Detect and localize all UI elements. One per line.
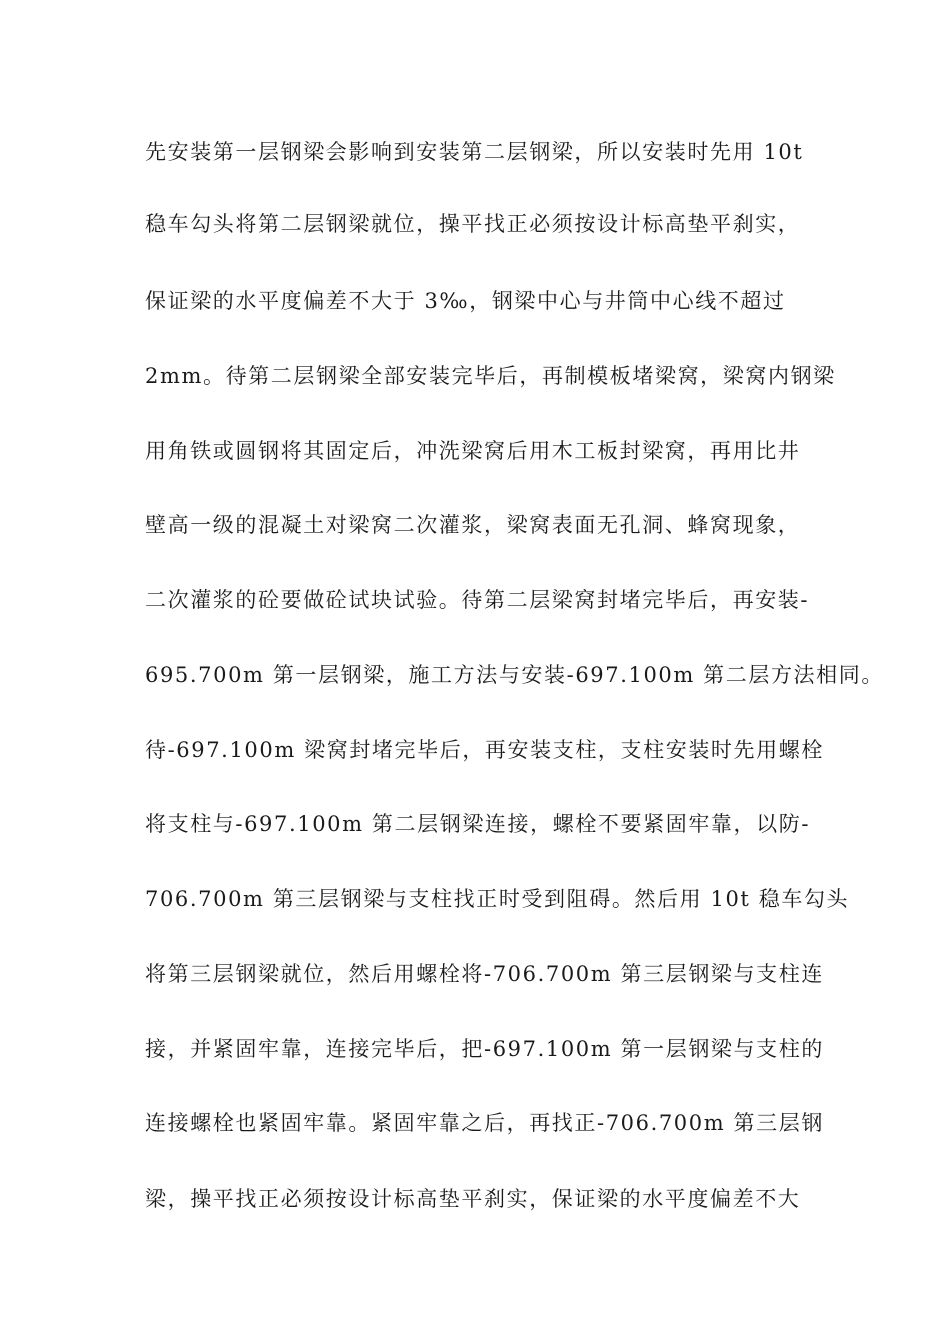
text-line-8: 695.700m 第一层钢梁，施工方法与安装-697.100m 第二层方法相同。 — [145, 663, 884, 687]
text-line-5: 用角铁或圆钢将其固定后，冲洗梁窝后用木工板封梁窝，再用比井 — [145, 439, 801, 463]
text-line-6: 壁高一级的混凝土对梁窝二次灌浆，梁窝表面无孔洞、蜂窝现象， — [145, 513, 801, 537]
text-line-10: 将支柱与-697.100m 第二层钢梁连接，螺栓不要紧固牢靠，以防- — [145, 812, 811, 836]
text-line-7: 二次灌浆的砼要做砼试块试验。待第二层梁窝封堵完毕后，再安装- — [145, 588, 810, 612]
text-line-15: 梁，操平找正必须按设计标高垫平刹实，保证梁的水平度偏差不大 — [145, 1187, 801, 1211]
text-line-3: 保证梁的水平度偏差不大于 3‰，钢梁中心与井筒中心线不超过 — [145, 289, 786, 313]
text-line-11: 706.700m 第三层钢梁与支柱找正时受到阻碍。然后用 10t 稳车勾头 — [145, 887, 850, 911]
text-line-1: 先安装第一层钢梁会影响到安装第二层钢梁，所以安装时先用 10t — [145, 140, 804, 164]
text-line-12: 将第三层钢梁就位，然后用螺栓将-706.700m 第三层钢梁与支柱连 — [145, 962, 824, 986]
text-line-9: 待-697.100m 梁窝封堵完毕后，再安装支柱，支柱安装时先用螺栓 — [145, 738, 824, 762]
text-line-13: 接，并紧固牢靠，连接完毕后，把-697.100m 第一层钢梁与支柱的 — [145, 1037, 824, 1061]
text-line-2: 稳车勾头将第二层钢梁就位，操平找正必须按设计标高垫平刹实， — [145, 212, 801, 236]
text-line-4: 2mm。待第二层钢梁全部安装完毕后，再制模板堵梁窝，梁窝内钢梁 — [145, 364, 836, 388]
text-line-14: 连接螺栓也紧固牢靠。紧固牢靠之后，再找正-706.700m 第三层钢 — [145, 1111, 824, 1135]
